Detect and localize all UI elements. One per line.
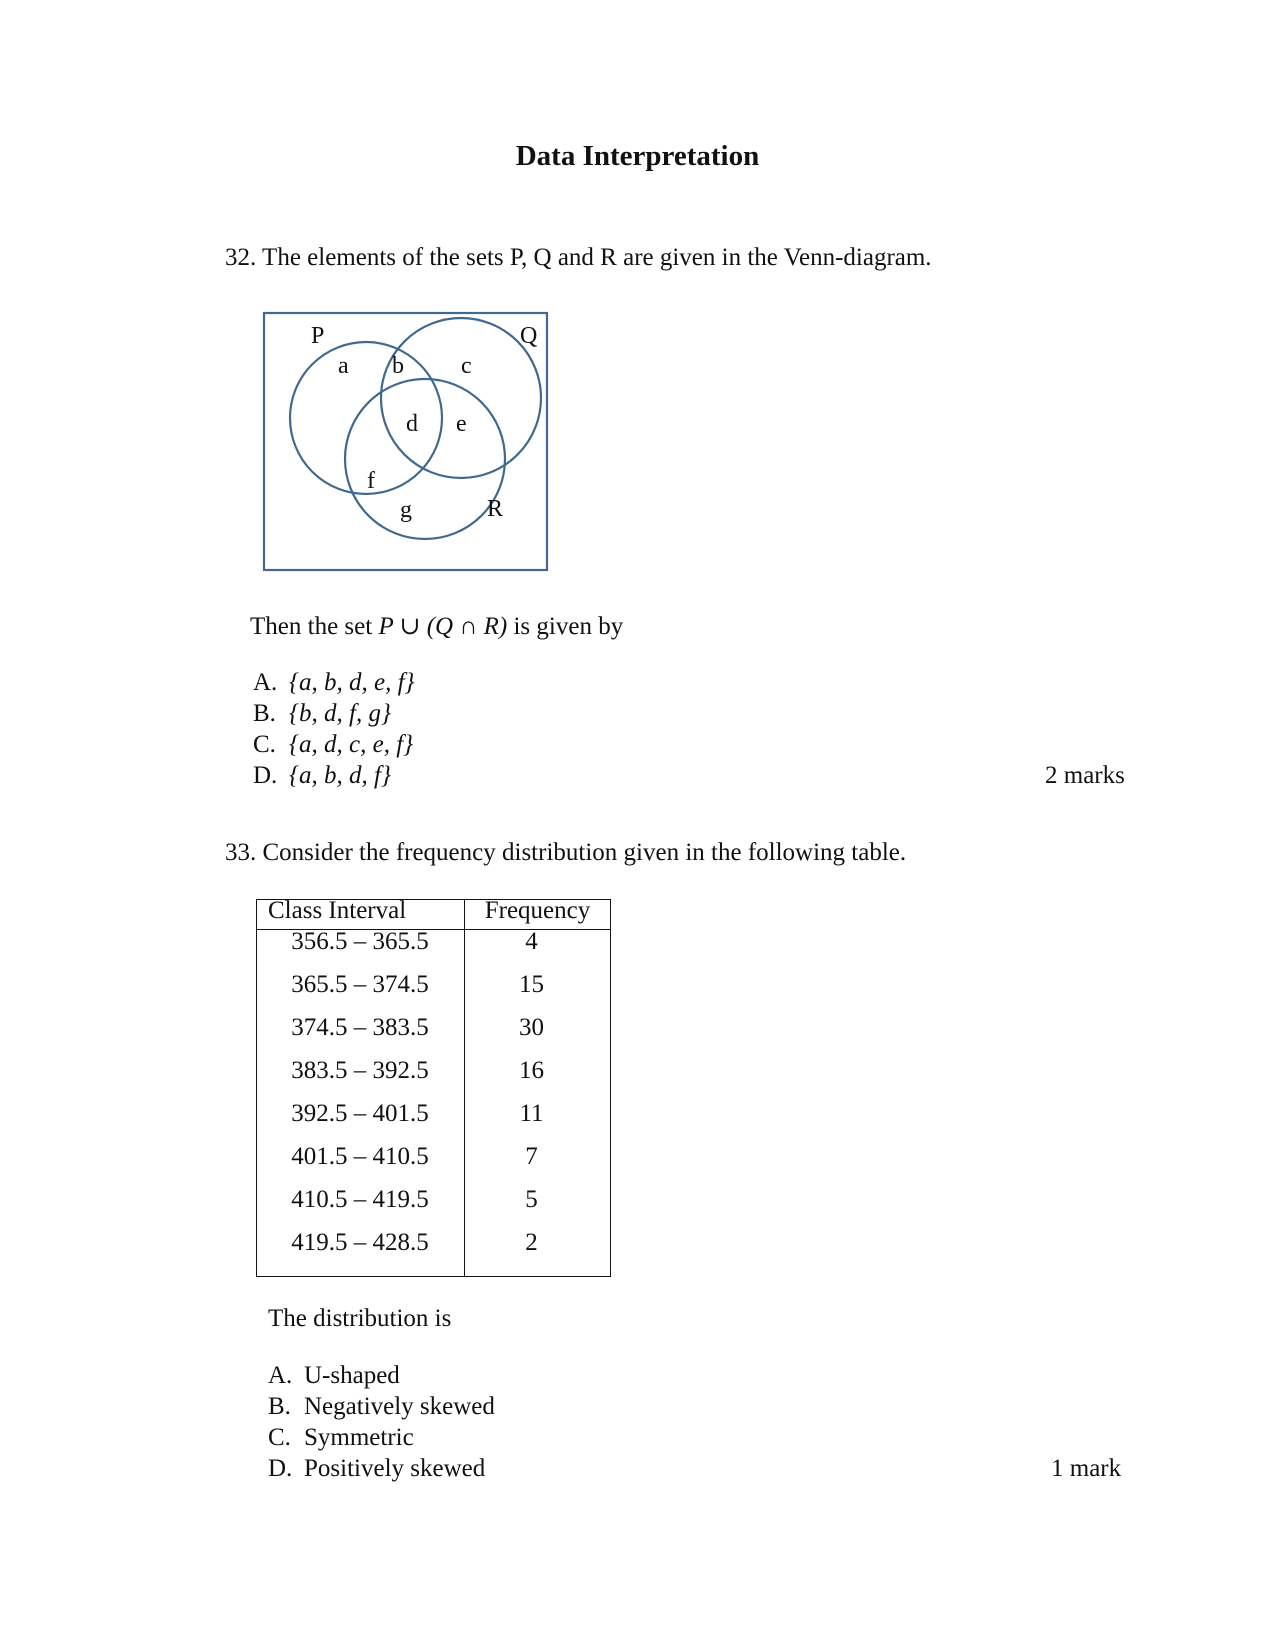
option-text: Positively skewed <box>304 1455 486 1482</box>
q33-option-c[interactable] <box>268 1424 414 1452</box>
venn-label-q: Q <box>520 323 538 349</box>
table-cell-class-interval: 419.5 – 428.5 <box>291 1229 429 1256</box>
venn-element-e: e <box>456 411 467 437</box>
q32-prompt-math: P ∪ (Q ∩ R) <box>378 613 508 640</box>
table-header-frequency: Frequency <box>484 897 591 924</box>
q32-option-d[interactable] <box>253 762 391 790</box>
q32-option-c[interactable] <box>253 731 413 759</box>
table-cell-class-interval: 401.5 – 410.5 <box>291 1143 429 1170</box>
table-cell-class-interval: 383.5 – 392.5 <box>291 1057 429 1084</box>
q33-option-b[interactable] <box>268 1393 495 1421</box>
q32-prompt-prefix: Then the set <box>250 613 379 640</box>
option-text: U-shaped <box>304 1362 400 1389</box>
venn-element-g: g <box>400 497 412 523</box>
table-cell-class-interval: 392.5 – 401.5 <box>291 1100 429 1127</box>
q32-marks: 2 marks <box>1045 762 1125 789</box>
option-letter: C. <box>268 1424 291 1451</box>
table-cell-frequency: 2 <box>525 1229 538 1256</box>
option-text: {a, d, c, e, f} <box>289 731 414 758</box>
q32-prompt <box>250 611 623 641</box>
q32-stem: 32. The elements of the sets P, Q and R are given in the Venn-diagram. <box>225 244 932 271</box>
q33-option-a[interactable] <box>268 1362 400 1390</box>
table-cell-frequency: 4 <box>525 928 538 955</box>
q33-stem: 33. Consider the frequency distribution given in the following table. <box>225 839 907 866</box>
option-letter: D. <box>268 1455 293 1482</box>
option-text: {a, b, d, f} <box>289 762 391 789</box>
q33-marks: 1 mark <box>1051 1455 1122 1482</box>
q33-option-d[interactable] <box>268 1455 485 1483</box>
venn-element-f: f <box>367 468 375 494</box>
option-text: {b, d, f, g} <box>289 700 391 727</box>
table-cell-class-interval: 356.5 – 365.5 <box>291 928 429 955</box>
venn-circle-r <box>345 379 505 539</box>
table-cell-frequency: 7 <box>525 1143 538 1170</box>
venn-universe-box <box>264 313 547 570</box>
table-header-class-interval: Class Interval <box>268 897 407 924</box>
q32-prompt-suffix: is given by <box>507 613 624 640</box>
venn-element-b: b <box>392 353 404 379</box>
option-letter: C. <box>253 731 276 758</box>
table-cell-frequency: 5 <box>525 1186 538 1213</box>
table-cell-frequency: 15 <box>519 971 544 998</box>
venn-element-c: c <box>461 353 472 379</box>
option-letter: B. <box>268 1393 291 1420</box>
option-letter: B. <box>253 700 276 727</box>
q32-option-b[interactable] <box>253 700 391 728</box>
option-letter: A. <box>268 1362 293 1389</box>
option-letter: A. <box>253 669 278 696</box>
table-cell-class-interval: 374.5 – 383.5 <box>291 1014 429 1041</box>
q32-option-a[interactable] <box>253 669 415 697</box>
option-text: {a, b, d, e, f} <box>289 669 415 696</box>
option-letter: D. <box>253 762 278 789</box>
venn-circle-p <box>290 342 442 494</box>
venn-element-a: a <box>338 353 349 379</box>
venn-label-p: P <box>311 323 325 349</box>
option-text: Negatively skewed <box>304 1393 495 1420</box>
venn-diagram <box>0 0 1275 600</box>
option-text: Symmetric <box>304 1424 414 1451</box>
q33-prompt: The distribution is <box>268 1305 452 1332</box>
table-cell-class-interval: 410.5 – 419.5 <box>291 1186 429 1213</box>
venn-circle-q <box>381 318 541 478</box>
venn-label-r: R <box>487 496 504 522</box>
table-cell-frequency: 30 <box>519 1014 544 1041</box>
table-cell-frequency: 16 <box>519 1057 544 1084</box>
venn-element-d: d <box>406 411 418 437</box>
table-cell-class-interval: 365.5 – 374.5 <box>291 971 429 998</box>
table-cell-frequency: 11 <box>519 1100 544 1127</box>
page-title: Data Interpretation <box>515 140 760 172</box>
